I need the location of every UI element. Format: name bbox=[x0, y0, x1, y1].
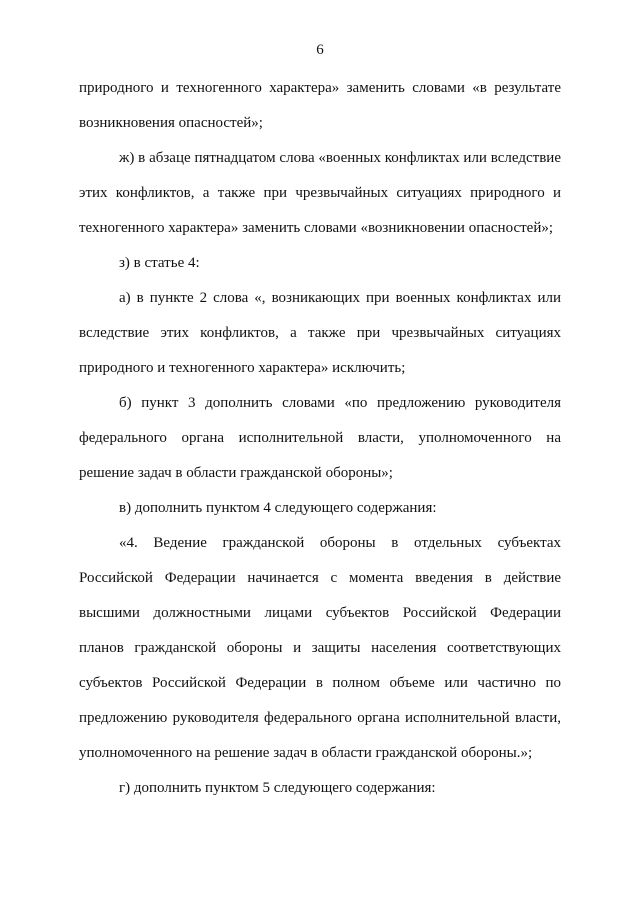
text-line: техногенного характера» заменить словами «возникновении опасностей»; bbox=[79, 220, 554, 236]
text-line: Российской Федерации начинается с момента введения в действие bbox=[79, 570, 561, 586]
text-line: «4. Ведение гражданской обороны в отдельных субъектах bbox=[119, 535, 561, 551]
text-line: уполномоченного на решение задач в области гражданской обороны.»; bbox=[79, 745, 533, 761]
text-line: б) пункт 3 дополнить словами «по предложению руководителя bbox=[119, 395, 561, 411]
text-line: возникновения опасностей»; bbox=[79, 115, 263, 131]
text-line: решение задач в области гражданской обороны»; bbox=[79, 465, 393, 481]
text-line: з) в статье 4: bbox=[119, 255, 200, 271]
text-line: природного и техногенного характера» заменить словами «в результате bbox=[79, 80, 561, 96]
text-line: в) дополнить пунктом 4 следующего содержания: bbox=[119, 500, 437, 516]
text-line: ж) в абзаце пятнадцатом слова «военных конфликтах или вследствие bbox=[119, 150, 561, 166]
text-line: планов гражданской обороны и защиты населения соответствующих bbox=[79, 640, 561, 656]
text-line: г) дополнить пунктом 5 следующего содержания: bbox=[119, 780, 436, 796]
text-line: предложению руководителя федерального органа исполнительной власти, bbox=[79, 710, 561, 726]
text-line: а) в пункте 2 слова «, возникающих при военных конфликтах или bbox=[119, 290, 561, 306]
text-line: федерального органа исполнительной власти, уполномоченного на bbox=[79, 430, 561, 446]
text-line: природного и техногенного характера» исключить; bbox=[79, 360, 406, 376]
page-number: 6 bbox=[316, 42, 324, 58]
text-line: субъектов Российской Федерации в полном объеме или частично по bbox=[79, 675, 561, 691]
text-line: этих конфликтов, а также при чрезвычайных ситуациях природного и bbox=[79, 185, 561, 201]
text-line: вследствие этих конфликтов, а также при чрезвычайных ситуациях bbox=[79, 325, 561, 341]
text-line: высшими должностными лицами субъектов Российской Федерации bbox=[79, 605, 561, 621]
